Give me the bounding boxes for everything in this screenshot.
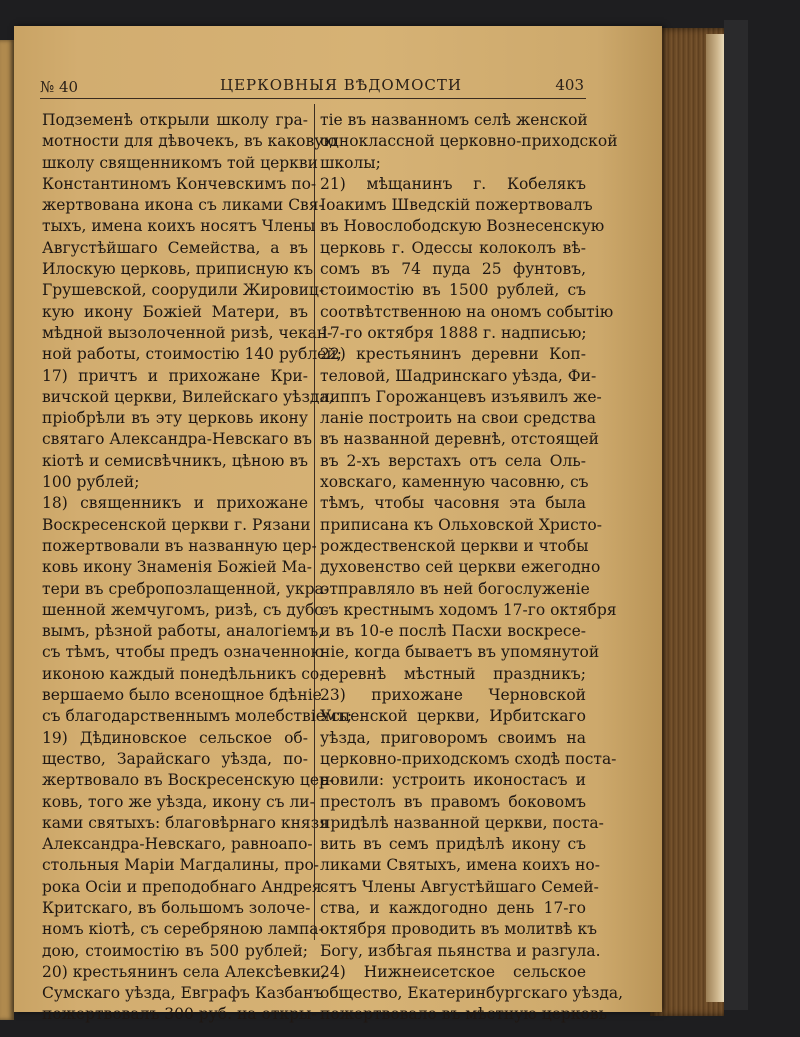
text-line: придѣлѣ названной церкви, поста- bbox=[320, 813, 604, 832]
text-line: дою, стоимостію въ 500 рублей; bbox=[42, 941, 308, 960]
text-line: Сумскаго уѣзда, Евграфъ Казбанъ bbox=[42, 984, 324, 1003]
text-line: церковно-приходскомъ сходѣ поста- bbox=[320, 749, 617, 768]
text-line: 24) Нижнеисетское сельское bbox=[320, 962, 586, 981]
page-number: 403 bbox=[555, 76, 584, 94]
text-line: иконою каждый понедѣльникъ со- bbox=[42, 664, 325, 683]
text-line: съ тѣмъ, чтобы предъ означенною bbox=[42, 643, 324, 662]
text-line: Грушевской, соорудили Жировиц- bbox=[42, 281, 325, 300]
text-line: ланіе построить на свои средства bbox=[320, 409, 596, 428]
text-line: 17-го октября 1888 г. надписью; bbox=[320, 323, 587, 342]
text-line: Воскресенской церкви г. Рязани bbox=[42, 515, 311, 534]
text-line: ной работы, стоимостію 140 рублей; bbox=[42, 345, 342, 364]
text-line: престолъ въ правомъ боковомъ bbox=[320, 792, 586, 811]
text-line: школы; bbox=[320, 153, 381, 172]
text-line: 23) прихожане Черновской bbox=[320, 686, 586, 705]
header-rule bbox=[40, 98, 586, 99]
text-line: пожертвовалъ 300 руб. на откры- bbox=[42, 1005, 317, 1024]
text-line: сомъ въ 74 пуда 25 фунтовъ, bbox=[320, 260, 586, 279]
text-line: и въ 10-е послѣ Пасхи воскресе- bbox=[320, 622, 586, 641]
text-line: ства, и каждогодно день 17-го bbox=[320, 898, 586, 917]
text-line: вершаемо было всенощное бдѣніе bbox=[42, 686, 322, 705]
text-line: приписана къ Ольховской Христо- bbox=[320, 515, 603, 534]
text-line: Александра-Невскаго, равноапо- bbox=[42, 835, 313, 854]
text-line: 100 рублей; bbox=[42, 473, 140, 492]
text-line: съ крестнымъ ходомъ 17-го октября bbox=[320, 600, 617, 619]
text-line: липпъ Горожанцевъ изъявилъ же- bbox=[320, 387, 602, 406]
text-line: тери въ сребропозлащенной, укра- bbox=[42, 579, 329, 598]
text-line: теловой, Шадринскаго уѣзда, Фи- bbox=[320, 366, 597, 385]
text-line: пожертвовало въ мѣстную церковь bbox=[320, 1005, 608, 1024]
text-line: ковь икону Знаменія Божіей Ма- bbox=[42, 558, 313, 577]
left-page-edge bbox=[0, 40, 14, 1020]
text-line: кую икону Божіей Матери, въ bbox=[42, 302, 308, 321]
text-line: жертвовало въ Воскресенскую цер- bbox=[42, 771, 335, 790]
text-line: мѣдной вызолоченной ризѣ, чекан- bbox=[42, 323, 333, 342]
text-line: отправляло въ ней богослуженіе bbox=[320, 579, 590, 598]
text-line: въ названной деревнѣ, отстоящей bbox=[320, 430, 600, 449]
text-line: духовенство сей церкви ежегодно bbox=[320, 558, 601, 577]
text-line: святаго Александра-Невскаго въ bbox=[42, 430, 313, 449]
text-line: мотности для дѣвочекъ, въ каковую bbox=[42, 132, 337, 151]
text-line: ликами Святыхъ, имена коихъ но- bbox=[320, 856, 600, 875]
text-line: школу священникомъ той церкви bbox=[42, 153, 318, 172]
text-line: пріобрѣли въ эту церковь икону bbox=[42, 409, 308, 428]
text-line: стоимостію въ 1500 рублей, съ bbox=[320, 281, 586, 300]
text-line: жертвована икона съ ликами Свя- bbox=[42, 196, 324, 215]
text-line: стольныя Маріи Магдалины, про- bbox=[42, 856, 320, 875]
text-line: Успенской церкви, Ирбитскаго bbox=[320, 707, 586, 726]
text-line: 21) мѣщанинъ г. Кобелякъ bbox=[320, 174, 586, 193]
text-line: въ 2-хъ верстахъ отъ села Оль- bbox=[320, 451, 586, 470]
text-line: ховскаго, каменную часовню, съ bbox=[320, 473, 589, 492]
text-line: деревнѣ мѣстный праздникъ; bbox=[320, 664, 586, 683]
text-line: щество, Зарайскаго уѣзда, по- bbox=[42, 749, 308, 768]
text-line: 22) крестьянинъ деревни Коп- bbox=[320, 345, 586, 364]
running-header bbox=[40, 74, 584, 100]
text-line: тѣмъ, чтобы часовня эта была bbox=[320, 494, 586, 513]
text-line: вичской церкви, Вилейскаго уѣзда, bbox=[42, 387, 334, 406]
text-line: Критскаго, въ большомъ золоче- bbox=[42, 898, 311, 917]
text-line: ками святыхъ: благовѣрнаго князя bbox=[42, 813, 329, 832]
text-line: новили: устроить иконостасъ и bbox=[320, 771, 586, 790]
text-line: ковь, того же уѣзда, икону съ ли- bbox=[42, 792, 315, 811]
text-line: номъ кіотѣ, съ серебряною лампа- bbox=[42, 920, 324, 939]
text-line: 18) священникъ и прихожане bbox=[42, 494, 308, 513]
text-line: съ благодарственнымъ молебствіемъ; bbox=[42, 707, 353, 726]
text-line: вить въ семъ придѣлѣ икону съ bbox=[320, 835, 586, 854]
text-line: церковь г. Одессы колоколъ вѣ- bbox=[320, 238, 586, 257]
text-line: 20) крестьянинъ села Алексѣевки, bbox=[42, 962, 326, 981]
text-line: 17) причтъ и прихожане Кри- bbox=[42, 366, 308, 385]
text-line: октября проводить въ молитвѣ къ bbox=[320, 920, 597, 939]
text-line: уѣзда, приговоромъ своимъ на bbox=[320, 728, 586, 747]
text-line: рождественской церкви и чтобы bbox=[320, 536, 589, 555]
text-line: соотвѣтственною на ономъ событію bbox=[320, 302, 614, 321]
text-line: Илоскую церковь, приписную къ bbox=[42, 260, 314, 279]
text-line: Августѣйшаго Семейства, а въ bbox=[42, 238, 308, 257]
text-line: 19) Дѣдиновское сельское об- bbox=[42, 728, 308, 747]
book-cover bbox=[724, 20, 748, 1010]
text-line: ніе, когда бываетъ въ упомянутой bbox=[320, 643, 600, 662]
text-line: въ Новослободскую Вознесенскую bbox=[320, 217, 605, 236]
text-line: рока Осіи и преподобнаго Андрея bbox=[42, 877, 322, 896]
text-line: тіе въ названномъ селѣ женской bbox=[320, 111, 588, 129]
text-line: сятъ Члены Августѣйшаго Семей- bbox=[320, 877, 599, 896]
text-line: Іоакимъ Шведскій пожертвовалъ bbox=[320, 196, 593, 215]
text-line: Константиномъ Кончевскимъ по- bbox=[42, 174, 317, 193]
text-line: Подземенѣ открыли школу гра- bbox=[42, 111, 308, 129]
text-line: тыхъ, имена коихъ носятъ Члены bbox=[42, 217, 316, 236]
text-line: одноклассной церковно-приходской bbox=[320, 132, 618, 151]
issue-number: № 40 bbox=[40, 78, 79, 96]
text-line: пожертвовали въ названную цер- bbox=[42, 536, 317, 555]
text-column-right bbox=[320, 110, 624, 1026]
text-line: кіотѣ и семисвѣчникъ, цѣною въ bbox=[42, 451, 308, 470]
page-stack-light bbox=[706, 34, 724, 1002]
text-line: шенной жемчугомъ, ризѣ, съ дубо- bbox=[42, 600, 329, 619]
journal-title: ЦЕРКОВНЫЯ ВѢДОМОСТИ bbox=[220, 76, 462, 94]
text-line: общество, Екатеринбургскаго уѣзда, bbox=[320, 984, 624, 1003]
text-line: вымъ, рѣзной работы, аналогіемъ, bbox=[42, 622, 324, 641]
text-line: Богу, избѣгая пьянства и разгула. bbox=[320, 941, 601, 960]
